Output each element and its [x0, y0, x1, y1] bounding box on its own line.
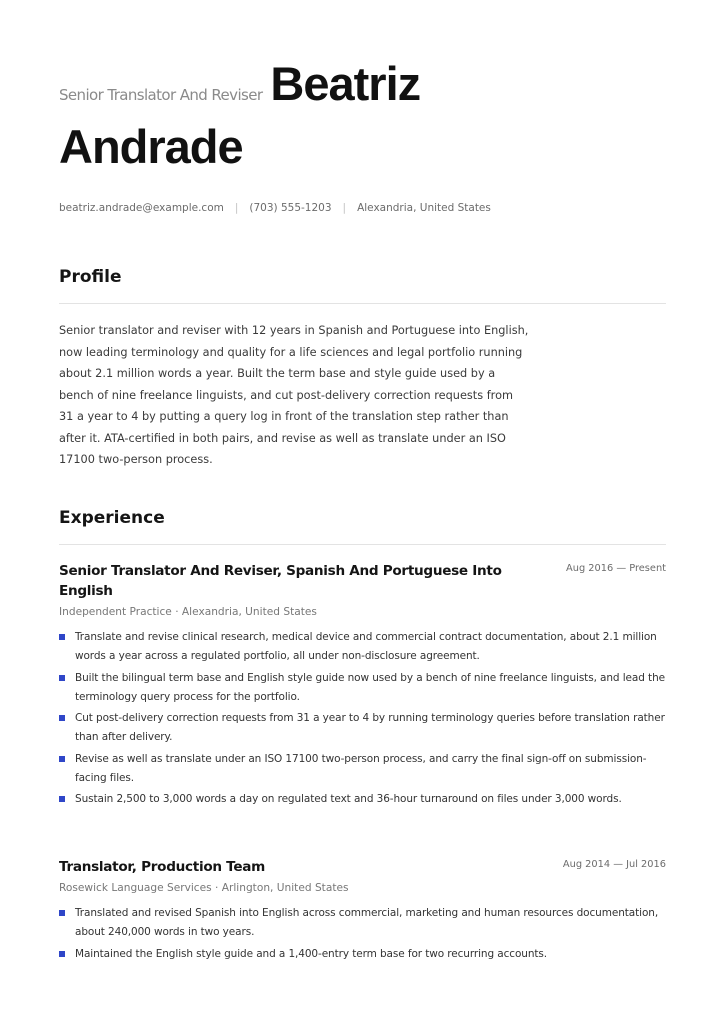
- experience-heading: Experience: [59, 508, 165, 528]
- contact-phone[interactable]: (703) 555-1203: [249, 202, 332, 214]
- bullet-text: Built the bilingual term base and English style guide now used by a bench of nine freelance linguists, and lead the terminology query process for the portfolio.: [75, 671, 665, 703]
- bullet-item: [59, 669, 666, 707]
- bullet-text: Translated and revised Spanish into English across commercial, marketing and human resources documentation, about 240,000 words in two years.: [75, 907, 659, 938]
- bullet-square-icon: [59, 910, 65, 916]
- contact-info: [59, 202, 491, 214]
- contact-email[interactable]: beatriz.andrade@example.com: [59, 202, 224, 214]
- profile-divider: [59, 303, 666, 304]
- bullet-item: [59, 945, 666, 964]
- contact-separator: |: [234, 202, 239, 214]
- bullet-square-icon: [59, 951, 65, 957]
- bullet-item: [59, 709, 666, 747]
- bullet-text: Cut post-delivery correction requests from 31 a year to 4 by running terminology queries before translation rather than after delivery.: [75, 712, 665, 743]
- job-header: [59, 857, 666, 877]
- bullet-item: [59, 750, 666, 788]
- bullet-text: Sustain 2,500 to 3,000 words a day on regulated text and 36-hour turnaround on files under 3,000 words.: [75, 793, 622, 805]
- bullet-item: [59, 790, 666, 809]
- job-dates: Aug 2014 — Jul 2016: [562, 859, 666, 870]
- resume-header: [59, 58, 679, 184]
- job-title: Senior Translator And Reviser, Spanish And Portuguese Into English: [59, 563, 502, 599]
- first-name: Beatriz: [270, 57, 421, 110]
- profile-summary: Senior translator and reviser with 12 years in Spanish and Portuguese into English, now leading terminology and quality for a life sciences and legal portfolio running about 2.1 million words a year. Built the term base and style guide used by a bench of nine freelance linguists, and cut post-delivery correction requests from 31 a year to 4 by putting a query log in front of the translation step rather than after it. ATA-certified in both pairs, and revise as well as translate under an ISO 17100 two-person process.: [59, 324, 529, 466]
- bullet-square-icon: [59, 675, 65, 681]
- bullet-item: [59, 904, 666, 942]
- job-entry: [59, 561, 666, 812]
- bullet-square-icon: [59, 796, 65, 802]
- job-bullets: [59, 628, 666, 809]
- contact-separator: |: [342, 202, 347, 214]
- bullet-text: Maintained the English style guide and a 1,400-entry term base for two recurring accounts.: [75, 947, 548, 960]
- bullet-text: Translate and revise clinical research, medical device and commercial contract documentation, about 2.1 million words a year across a regulated portfolio, all under non-disclosure agreement.: [75, 631, 657, 662]
- contact-location: Alexandria, United States: [357, 202, 491, 214]
- name-line: [59, 58, 679, 121]
- job-entry: [59, 857, 666, 966]
- bullet-square-icon: [59, 756, 65, 762]
- job-dates: Aug 2016 — Present: [566, 563, 666, 574]
- bullet-item: [59, 628, 666, 666]
- job-bullets: [59, 904, 666, 964]
- job-subtitle: Senior Translator And Reviser: [59, 86, 263, 104]
- bullet-text: Revise as well as translate under an ISO 17100 two-person process, and carry the final sign-off on submission-facing files.: [75, 752, 647, 784]
- job-header: [59, 561, 666, 601]
- last-name-line: [59, 121, 679, 184]
- job-organization: Rosewick Language Services · Arlington, United States: [59, 882, 349, 894]
- last-name: Andrade: [59, 120, 243, 173]
- job-title: Translator, Production Team: [59, 859, 265, 875]
- bullet-square-icon: [59, 634, 65, 640]
- job-organization: Independent Practice · Alexandria, United States: [59, 606, 317, 618]
- experience-divider: [59, 544, 666, 545]
- bullet-square-icon: [59, 715, 65, 721]
- profile-heading: Profile: [59, 267, 122, 287]
